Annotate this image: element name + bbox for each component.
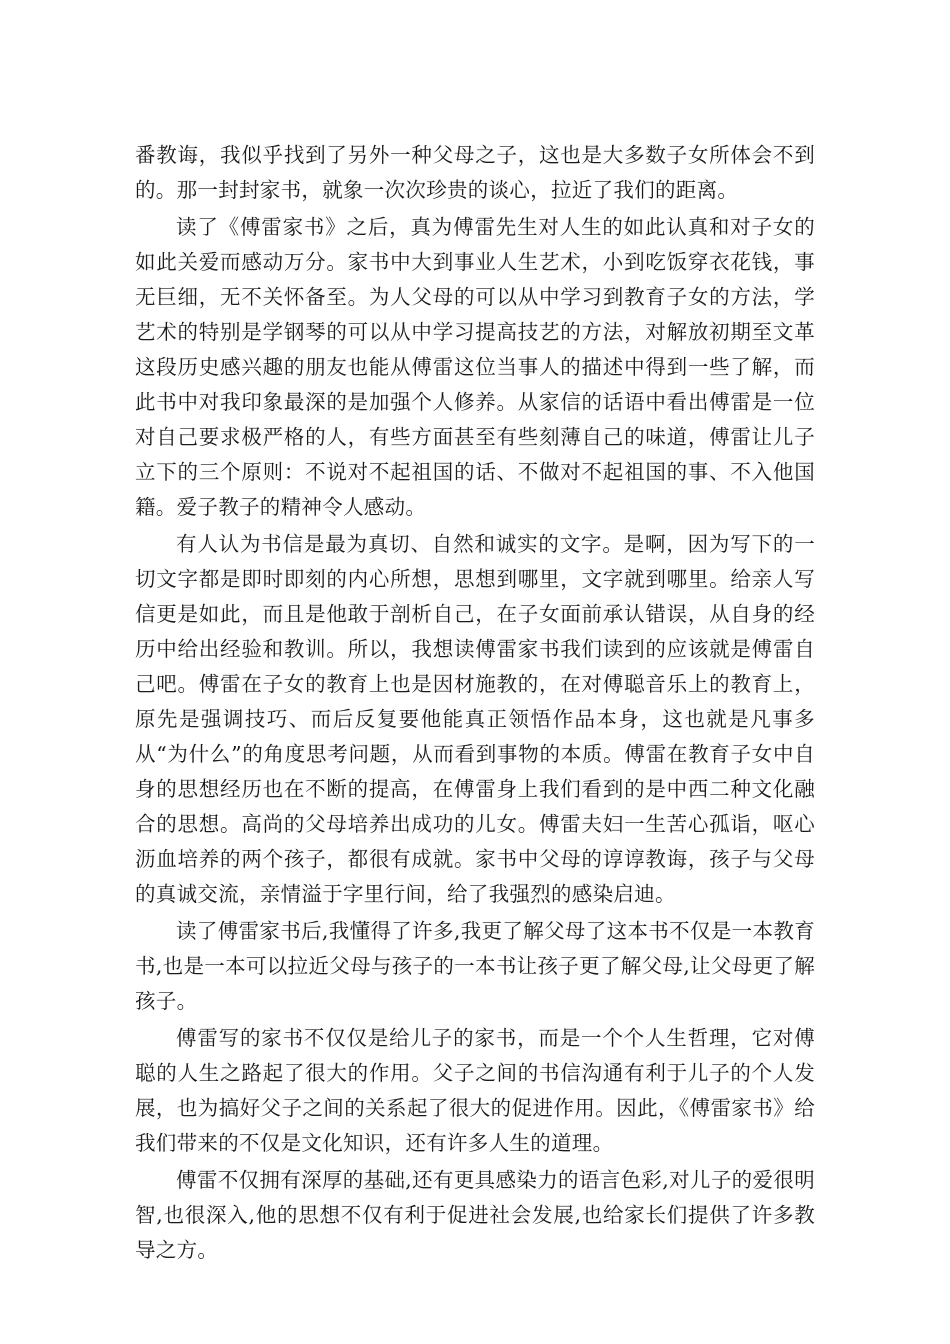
paragraph: 傅雷不仅拥有深厚的基础,还有更具感染力的语言色彩,对儿子的爱很明智,也很深入,他的思想不仅有利于促进社会发展,也给家长们提供了许多教导之方。 [135, 1168, 815, 1262]
document-body [135, 138, 815, 1270]
paragraph-continuation: 番教诲，我似乎找到了另外一种父母之子，这也是大多数子女所体会不到的。那一封封家书，就象一次次珍贵的谈心，拉近了我们的距离。 [135, 143, 815, 202]
paragraph: 有人认为书信是最为真切、自然和诚实的文字。是啊，因为写下的一切文字都是即时即刻的内心所想，思想到哪里，文字就到哪里。给亲人写信更是如此，而且是他敢于剖析自己，在子女面前承认错误，从自身的经历中给出经验和教训。所以，我想读傅雷家书我们读到的应该就是傅雷自己吧。傅雷在子女的教育上也是因材施教的，在对傅聪音乐上的教育上，原先是强调技巧、而后反复要他能真正领悟作品本身，这也就是凡事多从“为什么”的角度思考问题，从而看到事物的本质。傅雷在教育子女中自身的思想经历也在不断的提高，在傅雷身上我们看到的是中西二种文化融合的思想。高尚的父母培养出成功的儿女。傅雷夫妇一生苦心孤诣，呕心沥血培养的两个孩子，都很有成就。家书中父母的谆谆教诲，孩子与父母的真诚交流，亲情溢于字里行间，给了我强烈的感染启迪。 [135, 532, 815, 906]
paragraph: 傅雷写的家书不仅仅是给儿子的家书，而是一个个人生哲理，它对傅聪的人生之路起了很大的作用。父子之间的书信沟通有利于儿子的个人发展，也为搞好父子之间的关系起了很大的促进作用。因此，《傅雷家书》给我们带来的不仅是文化知识，还有许多人生的道理。 [135, 1026, 815, 1155]
paragraph: 读了傅雷家书后,我懂得了许多,我更了解父母了这本书不仅是一本教育书,也是一本可以拉近父母与孩子的一本书让孩子更了解父母,让父母更了解孩子。 [135, 919, 815, 1013]
paragraph: 读了《傅雷家书》之后，真为傅雷先生对人生的如此认真和对子女的如此关爱而感动万分。家书中大到事业人生艺术，小到吃饭穿衣花钱，事无巨细，无不关怀备至。为人父母的可以从中学习到教育子女的方法，学艺术的特别是学钢琴的可以从中学习提高技艺的方法，对解放初期至文革这段历史感兴趣的朋友也能从傅雷这位当事人的描述中得到一些了解，而此书中对我印象最深的是加强个人修养。从家信的话语中看出傅雷是一位对自己要求极严格的人，有些方面甚至有些刻薄自己的味道，傅雷让儿子立下的三个原则：不说对不起祖国的话、不做对不起祖国的事、不入他国籍。爱子教子的精神令人感动。 [135, 215, 815, 519]
